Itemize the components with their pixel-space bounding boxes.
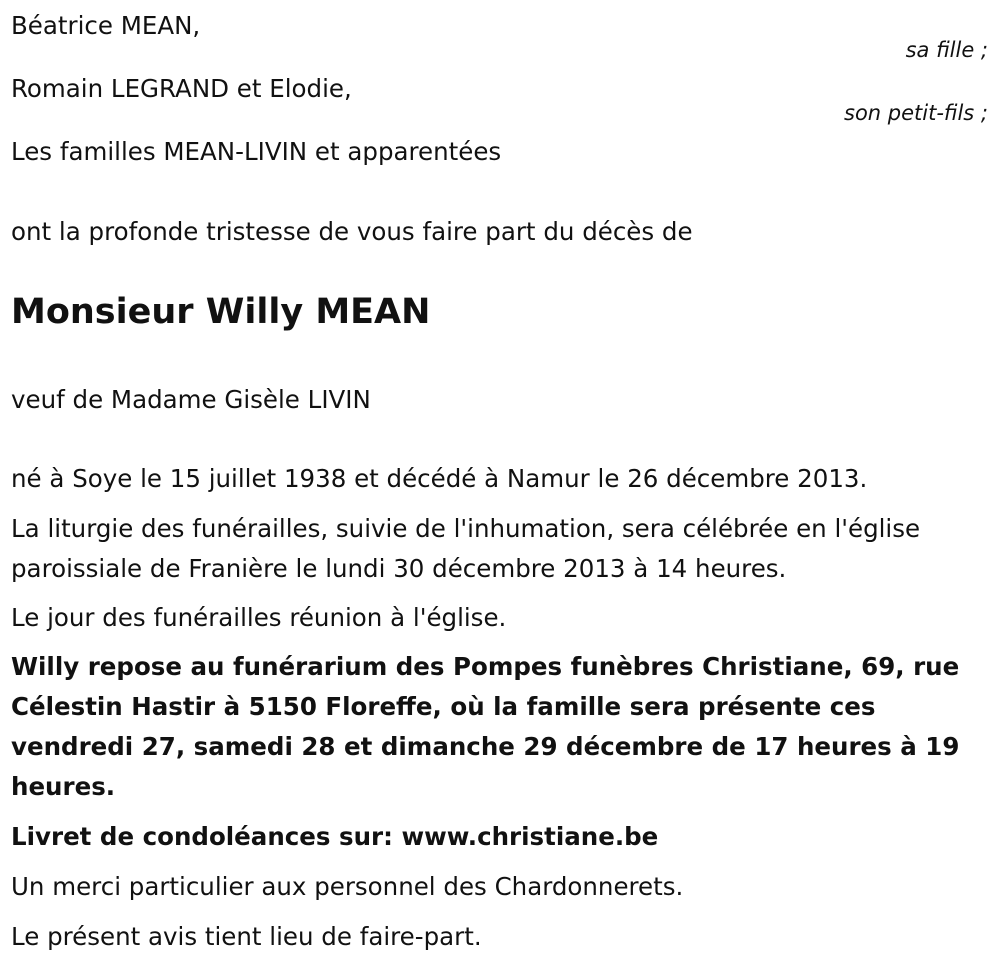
family-member-relation: sa fille ; bbox=[905, 38, 988, 62]
visitation-text: Willy repose au funérarium des Pompes funèbres Christiane, 69, rue Célestin Hastir à 5150 Floreffe, où la famille sera présente ces vendredi 27, samedi 28 et dimanche 29 décembre de 17 heures à 19 heures. bbox=[11, 652, 960, 801]
birth-death-text: né à Soye le 15 juillet 1938 et décédé à Namur le 26 décembre 2013. bbox=[11, 464, 868, 493]
family-member-relation: son petit-fils ; bbox=[844, 101, 988, 125]
condolences-text: Livret de condoléances sur: www.christiane.be bbox=[11, 822, 659, 851]
thanks-text: Un merci particulier aux personnel des Chardonnerets. bbox=[11, 872, 684, 901]
family-member-name: Les familles MEAN-LIVIN et apparentées bbox=[11, 137, 502, 166]
liturgy-text: La liturgie des funérailles, suivie de l'inhumation, sera célébrée en l'église paroissiale de Franière le lundi 30 décembre 2013 à 14 heures. bbox=[11, 514, 921, 583]
family-member-name: Béatrice MEAN, bbox=[11, 11, 201, 40]
widower-of-text: veuf de Madame Gisèle LIVIN bbox=[11, 385, 371, 414]
deceased-name: Monsieur Willy MEAN bbox=[11, 292, 431, 332]
notice-text: Le présent avis tient lieu de faire-part. bbox=[11, 922, 482, 951]
announcement-text: ont la profonde tristesse de vous faire part du décès de bbox=[11, 217, 693, 246]
family-member-name: Romain LEGRAND et Elodie, bbox=[11, 74, 352, 103]
gathering-text: Le jour des funérailles réunion à l'église. bbox=[11, 603, 507, 632]
